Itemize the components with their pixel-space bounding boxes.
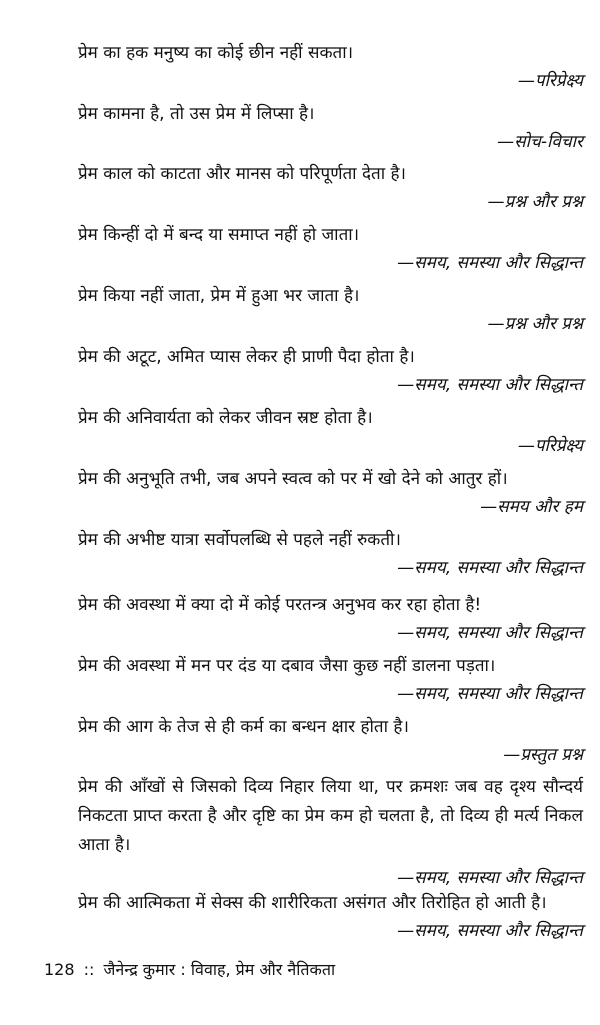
quote-text: प्रेम की आँखों से जिसको दिव्य निहार लिया था, पर क्रमशः जब वह दृश्य सौन्दर्य निकटता प्राप्त करता है और दृष्टि का प्रेम कम हो चलता है, तो दिव्य ही मर्त्य निकल आता है।: [78, 777, 583, 855]
footer-separator: ::: [83, 960, 95, 979]
quote-source: —प्रश्न और प्रश्न: [487, 314, 583, 334]
quote-entry: [78, 653, 583, 706]
quote-entry: [78, 592, 583, 645]
quote-entry: [78, 773, 583, 890]
quote-source: —समय, समस्या और सिद्धान्त: [397, 253, 583, 273]
quote-source: —समय, समस्या और सिद्धान्त: [397, 558, 583, 578]
quote-text: प्रेम किन्हीं दो में बन्द या समाप्त नहीं हो जाता।: [78, 225, 360, 245]
quote-text: प्रेम की अटूट, अमित प्यास लेकर ही प्राणी पैदा होता है।: [78, 347, 415, 367]
quote-entry: [78, 405, 583, 458]
quote-source: —समय, समस्या और सिद्धान्त: [397, 684, 583, 704]
quote-text: प्रेम की आग के तेज से ही कर्म का बन्धन क्षार होता है।: [78, 717, 409, 737]
quote-text: प्रेम की अनुभूति तभी, जब अपने स्वत्व को पर में खो देने को आतुर हों।: [78, 469, 508, 489]
quote-entry: [78, 283, 583, 336]
quote-source: —समय, समस्या और सिद्धान्त: [397, 868, 583, 888]
quote-entry: [78, 222, 583, 275]
quote-source: —परिप्रेक्ष्य: [517, 71, 583, 91]
quote-text: प्रेम की अवस्था में क्या दो में कोई परतन्त्र अनुभव कर रहा होता है!: [78, 595, 482, 615]
quote-text: प्रेम का हक मनुष्य का कोई छीन नहीं सकता।: [78, 43, 354, 63]
quote-source: —सोच-विचार: [497, 132, 583, 152]
quote-source: —समय, समस्या और सिद्धान्त: [397, 375, 583, 395]
quote-source: —समय, समस्या और सिद्धान्त: [397, 623, 583, 643]
quote-entry: [78, 101, 583, 154]
page-number: 128: [44, 960, 75, 979]
quote-entry: [78, 527, 583, 580]
book-title: जैनेन्द्र कुमार : विवाह, प्रेम और नैतिकता: [103, 960, 336, 979]
quote-entry: [78, 714, 583, 767]
quote-text: प्रेम की आत्मिकता में सेक्स की शारीरिकता असंगत और तिरोहित हो आती है।: [78, 893, 547, 913]
quote-entry: [78, 890, 583, 943]
quote-entry: [78, 161, 583, 214]
quote-source: —प्रस्तुत प्रश्न: [503, 745, 583, 765]
quote-text: प्रेम किया नहीं जाता, प्रेम में हुआ भर जाता है।: [78, 286, 360, 306]
quote-entry: [78, 40, 583, 93]
quote-entry: [78, 344, 583, 397]
page-footer: [44, 958, 335, 982]
quote-text: प्रेम की अनिवार्यता को लेकर जीवन स्रष्ट होता है।: [78, 408, 373, 428]
quote-text: प्रेम काल को काटता और मानस को परिपूर्णता देता है।: [78, 164, 406, 184]
quote-source: —समय और हम: [480, 497, 583, 517]
quote-text: प्रेम कामना है, तो उस प्रेम में लिप्सा है।: [78, 104, 315, 124]
quote-source: —समय, समस्या और सिद्धान्त: [397, 921, 583, 941]
quote-text: प्रेम की अवस्था में मन पर दंड या दबाव जैसा कुछ नहीं डालना पड़ता।: [78, 656, 496, 676]
quote-source: —प्रश्न और प्रश्न: [487, 192, 583, 212]
quote-text: प्रेम की अभीष्ट यात्रा सर्वोपलब्धि से पहले नहीं रुकती।: [78, 530, 401, 550]
quote-source: —परिप्रेक्ष्य: [517, 436, 583, 456]
quote-entry: [78, 466, 583, 519]
